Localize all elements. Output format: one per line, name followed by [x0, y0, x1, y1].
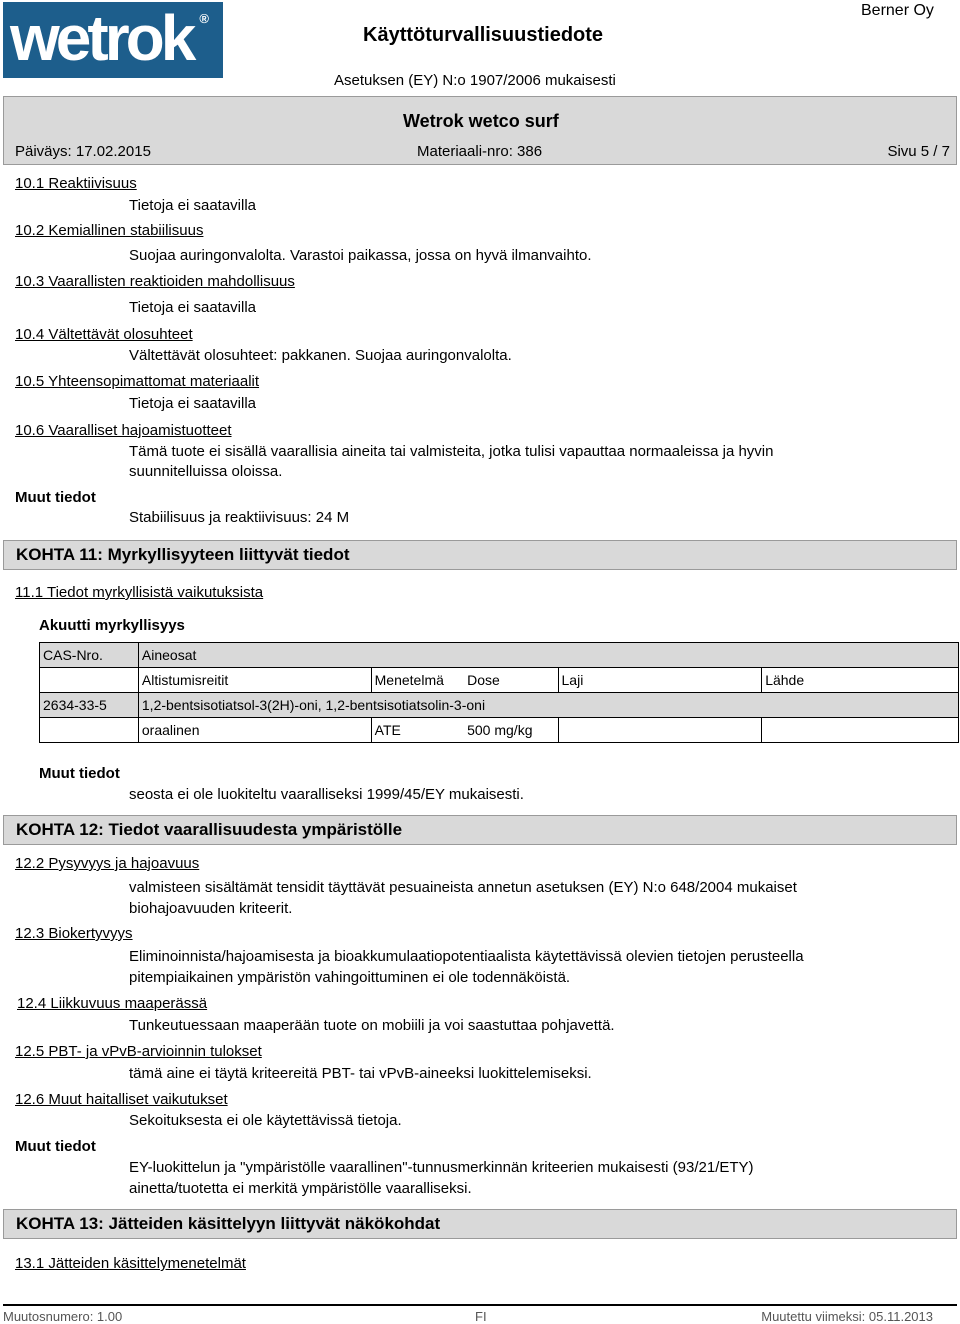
heading-12-5: 12.5 PBT- ja vPvB-arvioinnin tulokset — [15, 1043, 262, 1060]
source-header: Lähde — [762, 668, 959, 693]
heading-12-2: 12.2 Pysyvyys ja hajoavuus — [15, 855, 200, 872]
heading-10-3: 10.3 Vaarallisten reaktioiden mahdollisuus — [15, 273, 295, 290]
table-row — [40, 718, 959, 743]
text-12-3-line2: pitempiaikainen ympäristön vahingoittuminen ei ole todennäköistä. — [129, 969, 571, 986]
document-title: Käyttöturvallisuustiedote — [363, 24, 604, 46]
toxicity-table — [39, 642, 959, 743]
text-12-3-line1: Eliminoinnista/hajoamisesta ja bioakkumulaatiopotentiaalista käytettävissä olevien tietojen perusteella — [129, 948, 804, 965]
company-logo — [3, 2, 223, 78]
last-modified: Muutettu viimeksi: 05.11.2013 — [761, 1309, 933, 1324]
method-value: ATE — [371, 718, 464, 743]
language-code: FI — [475, 1309, 487, 1324]
text-10-4: Vältettävät olosuhteet: pakkanen. Suojaa auringonvalolta. — [129, 347, 512, 364]
other-info-text-12-line1: EY-luokittelun ja "ympäristölle vaarallinen"-tunnusmerkinnän kriteerien mukaisesti (93/21/ETY) — [129, 1159, 754, 1176]
date-text: Päiväys: 17.02.2015 — [15, 143, 151, 160]
section-11-title: KOHTA 11: Myrkyllisyyteen liittyvät tiedot — [3, 540, 957, 570]
heading-10-6: 10.6 Vaaralliset hajoamistuotteet — [15, 422, 232, 439]
text-12-2-line1: valmisteen sisältämät tensidit täyttävät pesuaineista annetun asetuksen (EY) N:o 648/2004 mukaiset — [129, 879, 797, 896]
other-info-text-12-line2: ainetta/tuotetta ei merkitä ympäristölle vaaralliseksi. — [129, 1180, 472, 1197]
heading-12-3: 12.3 Biokertyvyys — [15, 925, 133, 942]
text-12-5: tämä aine ei täytä kriteereitä PBT- tai vPvB-aineeksi luokittelemiseksi. — [129, 1065, 592, 1082]
text-10-6-line2: suunnitelluissa oloissa. — [129, 463, 283, 480]
text-10-1: Tietoja ei saatavilla — [129, 197, 257, 214]
heading-10-2: 10.2 Kemiallinen stabiilisuus — [15, 222, 204, 239]
text-12-6: Sekoituksesta ei ole käytettävissä tietoja. — [129, 1112, 402, 1129]
cas-number: 2634-33-5 — [40, 693, 139, 718]
other-info-label-10: Muut tiedot — [15, 489, 96, 506]
section-13-title: KOHTA 13: Jätteiden käsittelyyn liittyvät näkökohdat — [3, 1209, 957, 1239]
other-info-text-10: Stabiilisuus ja reaktiivisuus: 24 M — [129, 509, 350, 526]
heading-13-1: 13.1 Jätteiden käsittelymenetelmät — [15, 1255, 246, 1272]
text-10-6-line1: Tämä tuote ei sisällä vaarallisia aineita tai valmisteita, jotka tulisi vapauttaa normaaleissa ja hyvin — [129, 443, 774, 460]
species-header: Laji — [558, 668, 762, 693]
acute-toxicity-heading: Akuutti myrkyllisyys — [39, 617, 185, 634]
text-10-3: Tietoja ei saatavilla — [129, 299, 257, 316]
text-12-4: Tunkeutuessaan maaperään tuote on mobiili ja voi saastuttaa pohjavettä. — [129, 1017, 615, 1034]
product-header-box — [3, 96, 957, 165]
heading-10-1: 10.1 Reaktiivisuus — [15, 175, 137, 192]
company-name: Berner Oy — [861, 2, 934, 19]
text-10-2: Suojaa auringonvalolta. Varastoi paikassa, jossa on hyvä ilmanvaihto. — [129, 247, 592, 264]
text-10-5: Tietoja ei saatavilla — [129, 395, 257, 412]
dose-header: Dose — [464, 668, 558, 693]
other-info-label-11: Muut tiedot — [39, 765, 120, 782]
method-header: Menetelmä — [371, 668, 464, 693]
table-row — [40, 693, 959, 718]
regulation-text: Asetuksen (EY) N:o 1907/2006 mukaisesti — [334, 72, 616, 89]
heading-11-1: 11.1 Tiedot myrkyllisistä vaikutuksista — [15, 584, 264, 601]
table-header-row — [40, 643, 959, 668]
route-value: oraalinen — [138, 718, 371, 743]
page-number: Sivu 5 / 7 — [887, 143, 950, 160]
table-subheader-row — [40, 668, 959, 693]
section-12-title: KOHTA 12: Tiedot vaarallisuudesta ympäristölle — [3, 815, 957, 845]
substance-name: 1,2-bentsisotiatsol-3(2H)-oni, 1,2-bentsisotiatsolin-3-oni — [138, 693, 958, 718]
heading-10-4: 10.4 Vältettävät olosuhteet — [15, 326, 193, 343]
footer-divider — [3, 1304, 957, 1306]
revision-number: Muutosnumero: 1.00 — [3, 1309, 123, 1324]
logo-text: wetrok — [10, 2, 193, 74]
aineosat-header: Aineosat — [138, 643, 958, 668]
other-info-label-12: Muut tiedot — [15, 1138, 96, 1155]
cas-header: CAS-Nro. — [40, 643, 139, 668]
route-header: Altistumisreitit — [138, 668, 371, 693]
heading-10-5: 10.5 Yhteensopimattomat materiaalit — [15, 373, 260, 390]
material-number: Materiaali-nro: 386 — [417, 143, 543, 160]
text-12-2-line2: biohajoavuuden kriteerit. — [129, 900, 293, 917]
product-name: Wetrok wetco surf — [403, 111, 559, 131]
heading-12-6: 12.6 Muut haitalliset vaikutukset — [15, 1091, 228, 1108]
other-info-text-11: seosta ei ole luokiteltu vaaralliseksi 1999/45/EY mukaisesti. — [129, 786, 524, 803]
registered-icon: ® — [199, 11, 209, 26]
dose-value: 500 mg/kg — [464, 718, 558, 743]
heading-12-4: 12.4 Liikkuvuus maaperässä — [17, 995, 208, 1012]
